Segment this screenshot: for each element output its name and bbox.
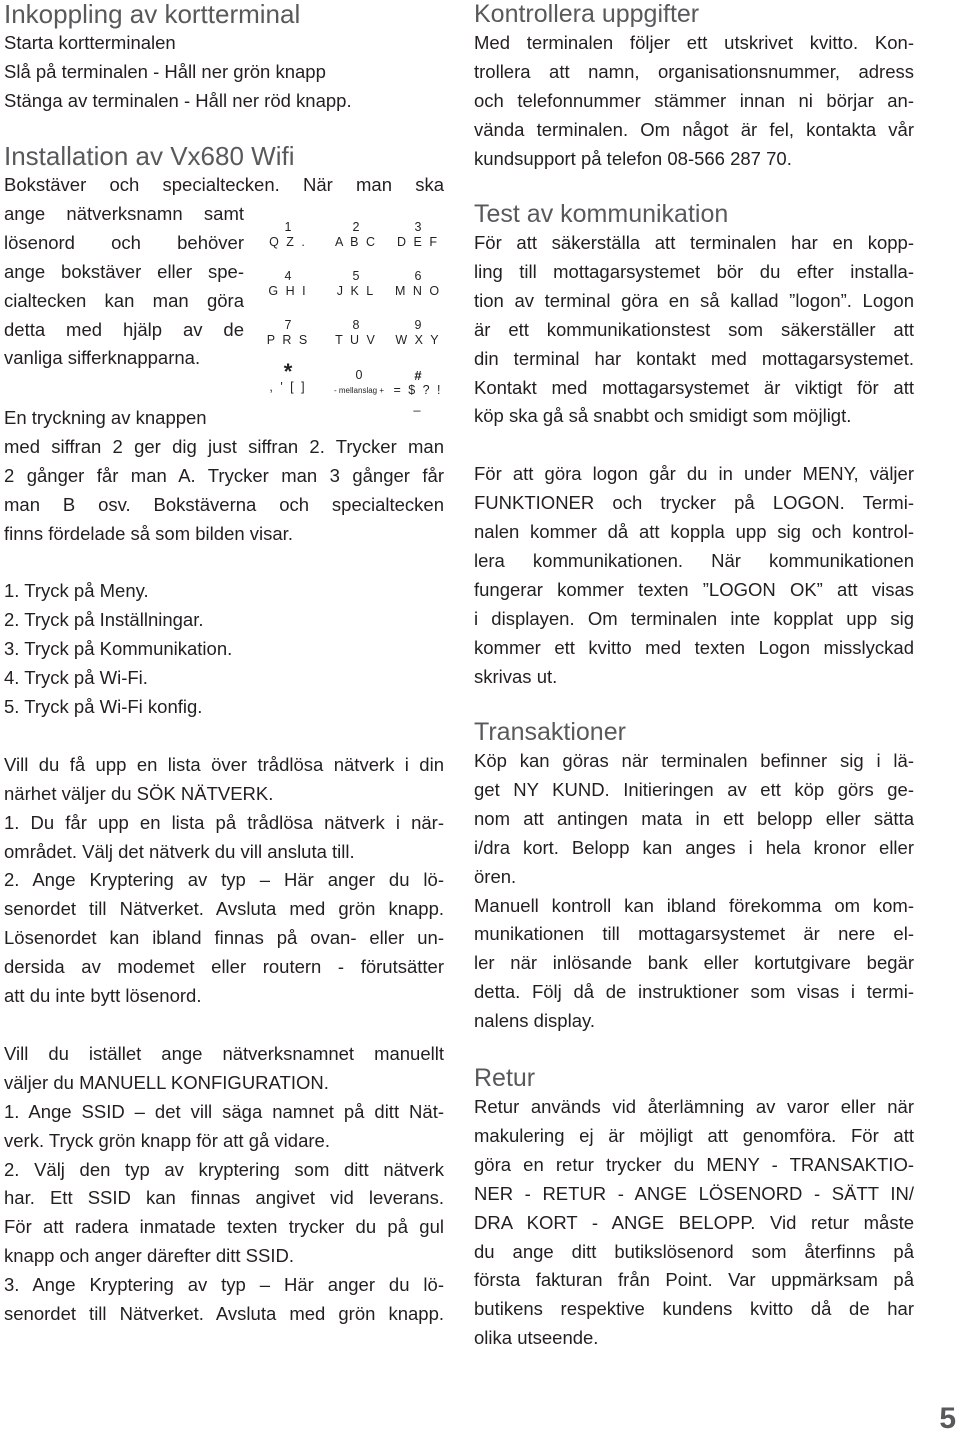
line: detta med hjälp av de bbox=[4, 318, 244, 340]
line: nom att antingen mata in ett belopp eller sätta bbox=[474, 807, 914, 829]
line: och telefonnummer stämmer innan ni börjar an- bbox=[474, 89, 914, 111]
line: finns fördelade så som bilden visar. bbox=[4, 522, 293, 544]
line: fungerar kommer texten ”LOGON OK” att visas bbox=[474, 578, 914, 600]
line: En tryckning av knappen bbox=[4, 407, 207, 428]
line: trollera att namn, organisationsnummer, adress bbox=[474, 60, 914, 82]
press-explanation bbox=[4, 404, 444, 1329]
line: knapp och anger därefter ditt SSID. bbox=[4, 1245, 295, 1267]
line: har. Ett SSID kan finnas angivet vid leverans. bbox=[4, 1187, 444, 1209]
key-7: 7 P R S bbox=[266, 318, 310, 347]
line: ange bokstäver eller spe- bbox=[4, 260, 244, 282]
step: 1. Tryck på Meny. bbox=[4, 580, 149, 602]
line: För att säkerställa att terminalen har en kopp- bbox=[474, 232, 914, 253]
line: lera kommunikationen. När kommunikationen bbox=[474, 549, 914, 571]
line: För att göra logon går du in under MENY, väljer bbox=[474, 463, 914, 485]
line: munikationen till mottagarsystemet är nere el- bbox=[474, 923, 914, 945]
line: göra en retur trycker du MENY - TRANSAKTIO- bbox=[474, 1153, 914, 1175]
line: man B osv. Bokstäverna och specialtecken bbox=[4, 493, 444, 515]
heading-transactions: Transaktioner bbox=[474, 718, 626, 746]
key-hash: # = $ ? ! _ bbox=[393, 368, 443, 412]
line: olika utseende. bbox=[474, 1327, 599, 1349]
line: köp ska gå så snabbt och smidigt som möjligt. bbox=[474, 405, 852, 427]
line: Vill du istället ange nätverksnamnet manuellt bbox=[4, 1042, 444, 1064]
line: Starta kortterminalen bbox=[4, 32, 176, 53]
line: 1. Du får upp en lista på trådlösa nätverk i när- bbox=[4, 811, 444, 833]
line: makulering ej är möjligt att genomföra. För att bbox=[474, 1124, 914, 1146]
step: 4. Tryck på Wi-Fi. bbox=[4, 667, 148, 689]
line: i/dra kort. Belopp kan anges i hela kronor eller bbox=[474, 836, 914, 858]
key-9: 9 W X Y bbox=[395, 318, 441, 347]
key-5: 5 J K L bbox=[336, 269, 376, 298]
heading-test: Test av kommunikation bbox=[474, 200, 729, 228]
section-test bbox=[474, 200, 914, 691]
section-check bbox=[474, 0, 914, 174]
line: ling till mottagarsystemet bör du efter installa- bbox=[474, 260, 914, 282]
line: 2. Ange Kryptering av typ – Här anger du lö- bbox=[4, 869, 444, 891]
line: ören. bbox=[474, 865, 517, 887]
line: senordet till Nätverket. Avsluta med grön knapp. bbox=[4, 898, 444, 920]
line: vända terminalen. Om något är fel, kontakta vår bbox=[474, 118, 914, 140]
line: Vill du få upp en lista över trådlösa nätverk i din bbox=[4, 753, 444, 775]
line: närhet väljer du SÖK NÄTVERK. bbox=[4, 782, 274, 804]
key-2: 2 A B C bbox=[335, 220, 377, 249]
line: verk. Tryck grön knapp för att gå vidare. bbox=[4, 1129, 330, 1151]
heading-return: Retur bbox=[474, 1064, 536, 1092]
line: tion av terminal göra en så kallad ”logon”. Logon bbox=[474, 289, 914, 311]
heading-connect: Inkoppling av kortterminal bbox=[4, 0, 301, 29]
line: senordet till Nätverket. Avsluta med grön knapp. bbox=[4, 1303, 444, 1325]
step: 5. Tryck på Wi-Fi konfig. bbox=[4, 696, 203, 718]
line: skrivas ut. bbox=[474, 665, 558, 687]
section-transactions bbox=[474, 718, 914, 1036]
keypad-diagram bbox=[266, 210, 449, 412]
line: vanliga sifferknapparna. bbox=[4, 347, 201, 369]
line: Slå på terminalen - Håll ner grön knapp bbox=[4, 60, 326, 82]
line: FUNKTIONER och trycker på LOGON. Termi- bbox=[474, 492, 914, 514]
line: Köp kan göras när terminalen befinner sig i lä- bbox=[474, 750, 914, 771]
line: 2. Välj den typ av kryptering som ditt nätverk bbox=[4, 1158, 444, 1180]
line: Retur används vid återlämning av varor eller när bbox=[474, 1096, 914, 1117]
key-6: 6 M N O bbox=[394, 269, 442, 298]
key-star: * , ' [ ] bbox=[269, 359, 307, 394]
line: med siffran 2 ger dig just siffran 2. Trycker man bbox=[4, 435, 444, 457]
line: att du inte bytt lösenord. bbox=[4, 985, 202, 1007]
section-connect bbox=[4, 0, 444, 116]
line: Lösenordet kan ibland finnas på ovan- eller un- bbox=[4, 927, 444, 949]
line: NER - RETUR - ANGE LÖSENORD - SÄTT IN/ bbox=[474, 1182, 914, 1204]
line: lösenord och behöver bbox=[4, 231, 244, 253]
key-0: 0 - mellanslag + bbox=[333, 368, 385, 395]
line: första fakturan från Point. Var uppmärksam på bbox=[474, 1269, 914, 1291]
line: 1. Ange SSID – det vill säga namnet på ditt Nät- bbox=[4, 1100, 444, 1122]
page-number: 5 bbox=[939, 1402, 956, 1435]
line: 3. Ange Kryptering av typ – Här anger du lö- bbox=[4, 1274, 444, 1296]
line: du ange ditt butikslösenord som återfinns på bbox=[474, 1240, 914, 1262]
line: get NY KUND. Initieringen av ett köp görs ge- bbox=[474, 778, 914, 800]
line: kundsupport på telefon 08-566 287 70. bbox=[474, 147, 792, 169]
line: ler när inlösande bank eller kortutgivare begär bbox=[474, 952, 914, 974]
step: 3. Tryck på Kommunikation. bbox=[4, 638, 233, 660]
line: kommer ett kvitto med texten Logon misslyckad bbox=[474, 636, 914, 658]
line: är ett kommunikationstest som säkerställer att bbox=[474, 318, 914, 340]
heading-install: Installation av Vx680 Wifi bbox=[4, 141, 295, 171]
line: butikens respektive kundens kvitto då de har bbox=[474, 1298, 914, 1320]
key-1: 1 Q Z . bbox=[269, 220, 307, 249]
line: detta. Följ då de instruktioner som visas i termi- bbox=[474, 981, 914, 1003]
line: din terminal har kontakt med mottagarsystemet. bbox=[474, 347, 914, 369]
line: området. Välj det nätverk du vill ansluta till. bbox=[4, 840, 355, 862]
line: För att radera inmatade texten trycker du på gul bbox=[4, 1216, 444, 1238]
heading-check: Kontrollera uppgifter bbox=[474, 0, 700, 28]
line: nalen kommer då att koppla upp sig och kontrol- bbox=[474, 521, 914, 543]
line: Manuell kontroll kan ibland förekomma om kom- bbox=[474, 894, 914, 916]
step: 2. Tryck på Inställningar. bbox=[4, 609, 204, 631]
key-4: 4 G H I bbox=[268, 269, 308, 298]
line: väljer du MANUELL KONFIGURATION. bbox=[4, 1071, 329, 1093]
line: 2 gånger får man A. Trycker man 3 gånger får bbox=[4, 464, 444, 486]
line: ange nätverksnamn samt bbox=[4, 202, 244, 224]
line: nalens display. bbox=[474, 1010, 596, 1032]
line: dersida av modemet eller routern - förutsätter bbox=[4, 956, 444, 978]
line: cialtecken kan man göra bbox=[4, 289, 244, 311]
line: i displayen. Om terminalen inte kopplat upp sig bbox=[474, 607, 914, 629]
intro-narrow bbox=[4, 200, 244, 373]
line: Med terminalen följer ett utskrivet kvitto. Kon- bbox=[474, 32, 914, 53]
key-3: 3 D E F bbox=[397, 220, 439, 249]
line: Stänga av terminalen - Håll ner röd knapp. bbox=[4, 89, 352, 111]
section-return bbox=[474, 1064, 914, 1353]
key-8: 8 T U V bbox=[335, 318, 377, 347]
line: Bokstäver och specialtecken. När man ska bbox=[4, 174, 444, 195]
line: Kontakt med mottagarsystemet är viktigt för att bbox=[474, 376, 914, 398]
line: DRA KORT - ANGE BELOPP. Vid retur måste bbox=[474, 1211, 914, 1233]
